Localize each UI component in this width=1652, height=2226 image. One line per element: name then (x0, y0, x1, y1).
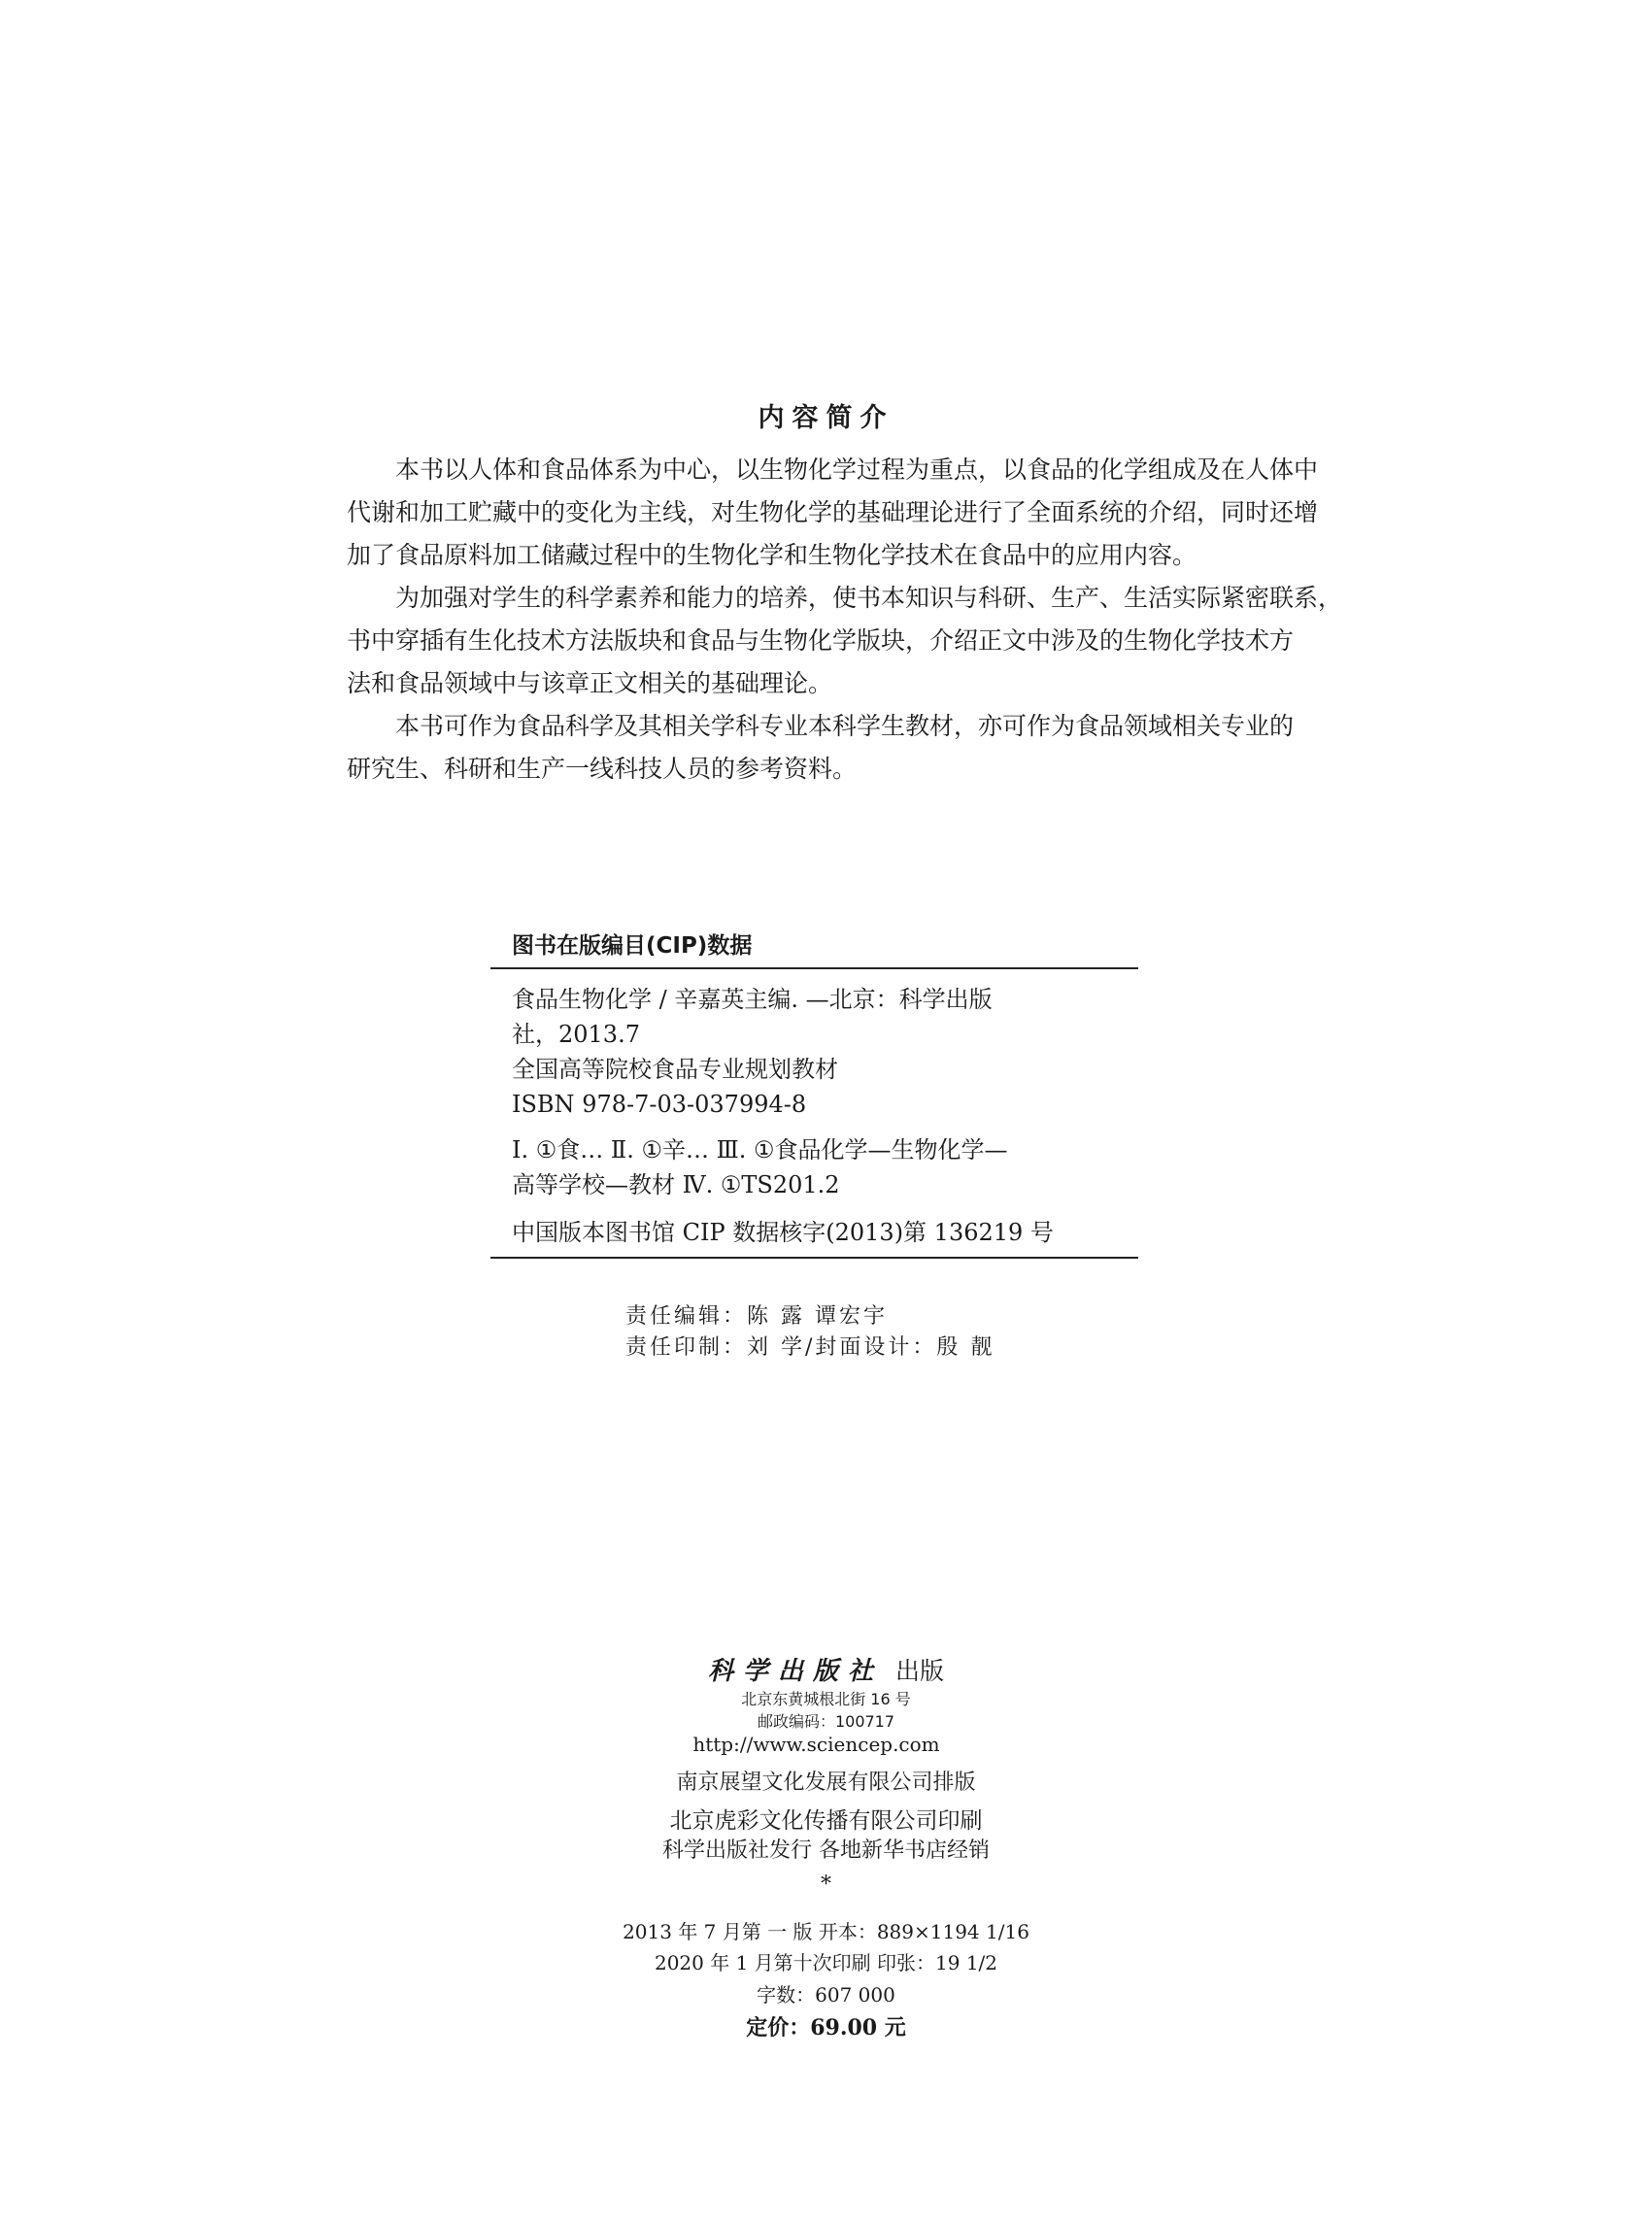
summary-paragraph-1 (347, 449, 1319, 577)
printer: 北京虎彩文化传播有限公司印刷 (669, 1808, 983, 1834)
typesetter: 南京展望文化发展有限公司排版 (676, 1771, 976, 1795)
paragraph-line: 加了食品原料加工储藏过程中的生物化学和生物化学技术在食品中的应用内容。 (347, 541, 1197, 569)
cip-classification-line: Ⅰ. ①食… Ⅱ. ①辛… Ⅲ. ①食品化学—生物化学— (512, 1136, 1008, 1164)
paragraph-line: 研究生、科研和生产一线科技人员的参考资料。 (347, 755, 858, 783)
cip-isbn: ISBN 978-7-03-037994-8 (512, 1091, 807, 1118)
publisher-line (0, 1651, 1652, 1687)
summary-title: 内容简介 (758, 403, 894, 433)
responsible-printing-cover-design: 责任印制：刘 学/封面设计：殷 靓 (625, 1335, 995, 1360)
cip-record-line: 全国高等院校食品专业规划教材 (512, 1056, 838, 1083)
edition-line-1: 2013 年 7 月第 一 版 开本：889×1194 1/16 (623, 1920, 1029, 1943)
responsible-editors: 责任编辑：陈 露 谭宏宇 (625, 1304, 888, 1329)
distribution: 科学出版社发行 各地新华书店经销 (662, 1838, 990, 1863)
edition-line-2: 2020 年 1 月第十次印刷 印张：19 1/2 (654, 1951, 998, 1974)
cip-top-rule (490, 967, 1138, 969)
cip-record-line: 食品生物化学 / 辛嘉英主编. —北京：科学出版 (512, 986, 993, 1013)
publisher-website: http://www.sciencep.com (692, 1733, 940, 1756)
publisher-postcode: 邮政编码：100717 (757, 1712, 895, 1731)
publisher-logo: 科学出版社 (707, 1657, 883, 1686)
price: 定价：69.00 元 (746, 2015, 906, 2040)
word-count: 字数：607 000 (757, 1983, 895, 2007)
paragraph-line: 本书以人体和食品体系为中心，以生物化学过程为重点，以食品的化学组成及在人体中 (395, 455, 1319, 484)
summary-paragraph-2 (347, 577, 1343, 705)
separator-asterisk: * (821, 1872, 831, 1897)
paragraph-line: 本书可作为食品科学及其相关学科专业本科学生教材，亦可作为食品领域相关专业的 (395, 712, 1295, 740)
cip-bottom-rule (490, 1257, 1138, 1259)
publisher-address: 北京东黄城根北街 16 号 (741, 1690, 911, 1708)
cip-record-line: 社，2013.7 (512, 1021, 640, 1048)
paragraph-line: 法和食品领域中与该章正文相关的基础理论。 (347, 669, 833, 697)
paragraph-line: 书中穿插有生化技术方法版块和食品与生物化学版块，介绍正文中涉及的生物化学技术方 (347, 626, 1295, 655)
cip-classification-line: 高等学校—教材 Ⅳ. ①TS201.2 (512, 1171, 840, 1198)
cip-heading: 图书在版编目(CIP)数据 (512, 933, 753, 959)
paragraph-line: 为加强对学生的科学素养和能力的培养，使书本知识与科研、生产、生活实际紧密联系， (395, 584, 1343, 612)
summary-paragraph-3 (347, 705, 1306, 791)
cip-number: 中国版本图书馆 CIP 数据核字(2013)第 136219 号 (512, 1219, 1054, 1246)
publish-suffix: 出版 (895, 1657, 945, 1685)
paragraph-line: 代谢和加工贮藏中的变化为主线，对生物化学的基础理论进行了全面系统的介绍，同时还增 (347, 498, 1319, 526)
